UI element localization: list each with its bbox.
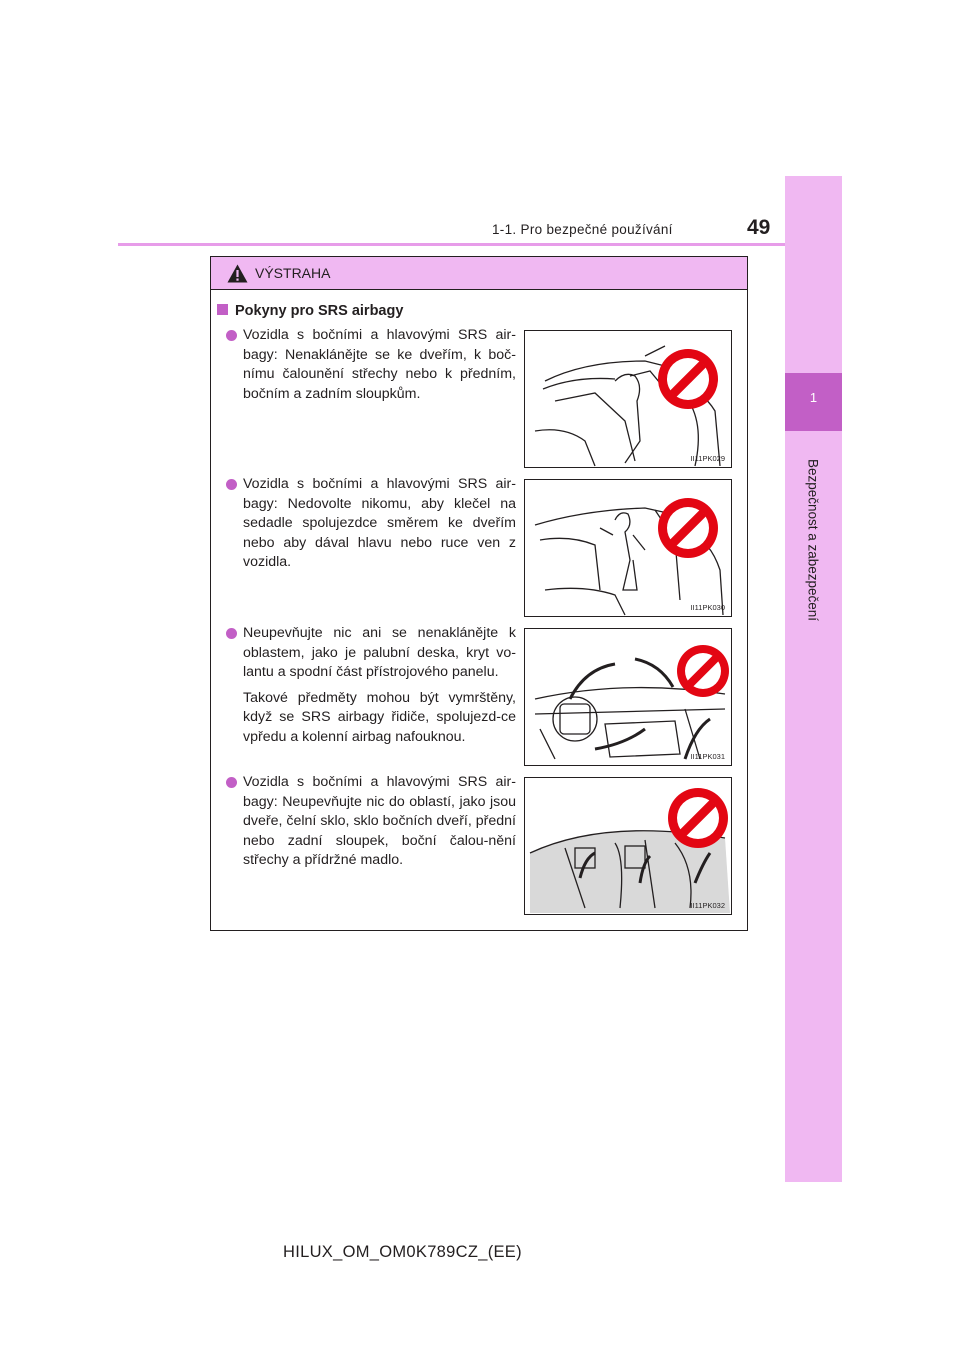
header-rule xyxy=(118,243,842,246)
image-code: II11PK029 xyxy=(690,454,725,463)
warning-header xyxy=(211,257,747,290)
item-text: Vozidla s bočními a hlavovými SRS air-bagy: Neupevňujte nic do oblastí, jako jsou dveře, čelní sklo, sklo bočních dveří, přední nebo zadní sloupek, boční čalou-nění střechy a přídržné madlo. xyxy=(243,774,516,868)
bullet-icon xyxy=(226,777,237,788)
image-code: II11PK030 xyxy=(690,603,725,612)
document-code: HILUX_OM_OM0K789CZ_(EE) xyxy=(283,1243,522,1261)
chapter-side-tab xyxy=(785,176,842,1182)
dashboard-illustration xyxy=(525,629,732,766)
item-text: Vozidla s bočními a hlavovými SRS air-bagy: Nedovolte nikomu, aby klečel na sedadle spolujezdce směrem ke dveřím nebo aby dával hlavu nebo ruce ven z vozidla. xyxy=(243,476,516,570)
image-code: II11PK031 xyxy=(690,752,725,761)
item-extra-text: Takové předměty mohou být vymrštěny, když se SRS airbagy řidiče, spolujezd-ce vpředu a kolenní airbag nafouknou. xyxy=(243,689,516,745)
illustration-side-pillars xyxy=(524,777,732,915)
list-item xyxy=(226,624,516,747)
item-text: Neupevňujte nic ani se nenaklánějte k oblastem, jako je palubní deska, kryt vo-lantu a spodní část přístrojového panelu. xyxy=(243,625,516,680)
illustration-lean-on-door xyxy=(524,330,732,468)
car-interior-illustration xyxy=(525,331,732,468)
page-number: 49 xyxy=(747,216,771,239)
car-side-illustration xyxy=(525,778,732,915)
section-title: 1-1. Pro bezpečné používání xyxy=(492,222,673,237)
list-item xyxy=(226,773,516,871)
list-item xyxy=(226,326,516,404)
chapter-label: Bezpečnost a zabezpečení xyxy=(805,458,821,622)
image-code: II11PK032 xyxy=(690,901,725,910)
car-interior-illustration xyxy=(525,480,732,617)
bullet-icon xyxy=(226,330,237,341)
subheading-text: Pokyny pro SRS airbagy xyxy=(235,303,404,319)
square-bullet-icon xyxy=(217,304,228,315)
warning-title: VÝSTRAHA xyxy=(255,265,331,281)
bullet-icon xyxy=(226,479,237,490)
bullet-icon xyxy=(226,628,237,639)
list-item xyxy=(226,475,516,573)
chapter-number: 1 xyxy=(785,373,842,431)
item-text: Vozidla s bočními a hlavovými SRS air-bagy: Nenaklánějte se ke dveřím, k boč-nímu čalounění střechy nebo k předním, bočním a zadním sloupkům. xyxy=(243,327,516,402)
warning-triangle-icon xyxy=(227,264,248,283)
illustration-dashboard xyxy=(524,628,732,766)
illustration-kneeling-passenger xyxy=(524,479,732,617)
subheading xyxy=(217,303,403,319)
